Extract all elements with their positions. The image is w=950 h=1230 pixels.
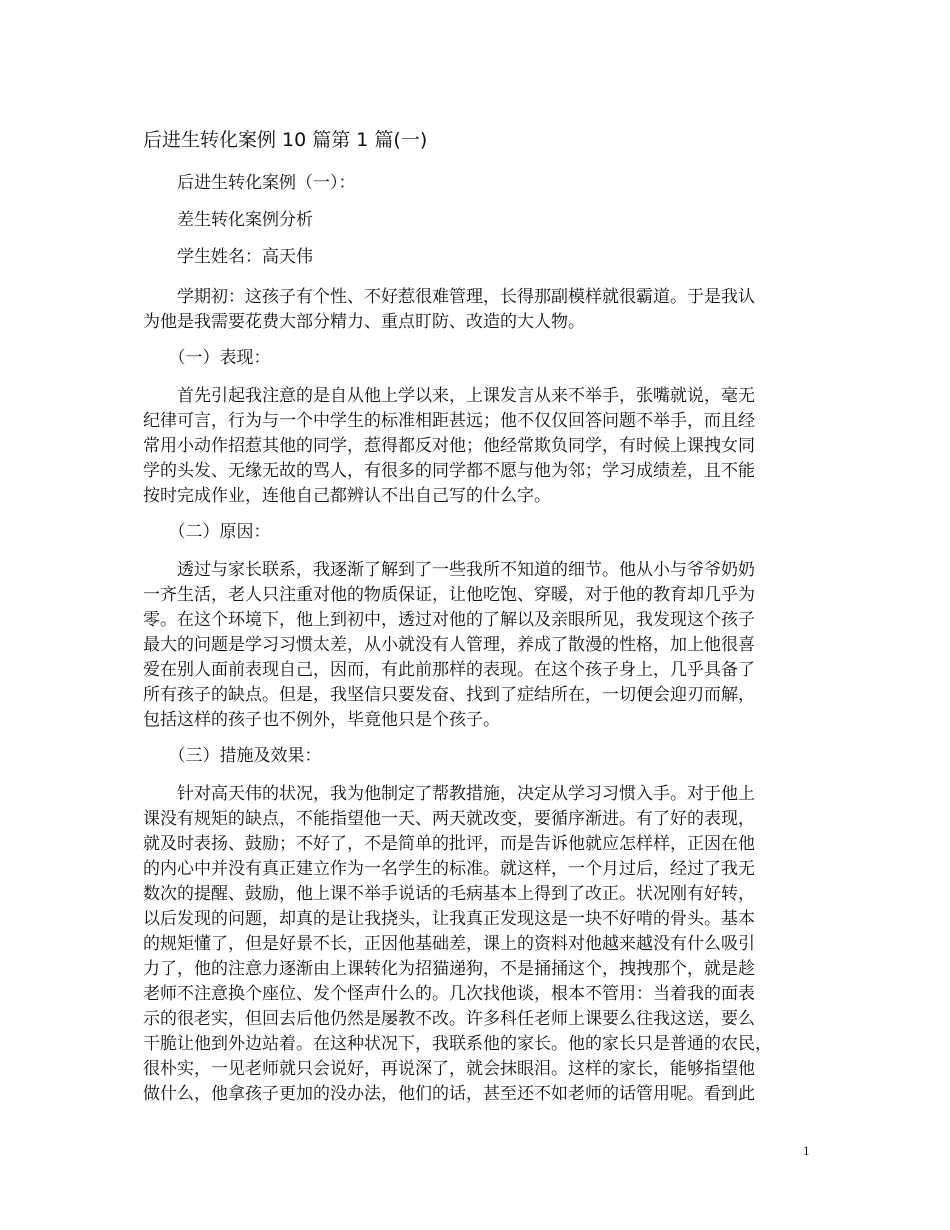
paragraph-line: 为他是我需要花费大部分精力、重点盯防、改造的大人物。 [143, 312, 585, 332]
paragraph-line: 包括这样的孩子也不例外，毕竟他只是个孩子。 [143, 710, 500, 730]
paragraph-line: 做什么，他拿孩子更加的没办法，他们的话，甚至还不如老师的话管用呢。看到此 [143, 1084, 755, 1104]
paragraph-line: 透过与家长联系，我逐渐了解到了一些我所不知道的细节。他从小与爷爷奶奶 [143, 560, 755, 580]
paragraph-line: 的规矩懂了，但是好景不长，正因他基础差，课上的资料对他越来越没有什么吸引 [143, 934, 755, 954]
paragraph-line: 就及时表扬、鼓励；不好了，不是简单的批评，而是告诉他就应怎样样，正因在他 [143, 834, 755, 854]
paragraph-line: 最大的问题是学习习惯太差，从小就没有人管理，养成了散漫的性格，加上他很喜 [143, 635, 755, 655]
section-heading: （一）表现： [143, 348, 271, 368]
paragraph-line: 示的很老实，但回去后他仍然是屡教不改。许多科任老师上课要么往我这送，要么 [143, 1009, 755, 1029]
paragraph-line: 学生姓名：高天伟 [143, 247, 313, 267]
paragraph-line: 按时完成作业，连他自己都辨认不出自己写的什么字。 [143, 486, 551, 506]
paragraph-line: 老师不注意换个座位、发个怪声什么的。几次找他谈，根本不管用：当着我的面表 [143, 984, 755, 1004]
paragraph-line: 的内心中并没有真正建立作为一名学生的标准。就这样，一个月过后，经过了我无 [143, 859, 755, 879]
paragraph-line: 很朴实，一见老师就只会说好，再说深了，就会抹眼泪。这样的家长，能够指望他 [143, 1059, 755, 1079]
paragraph-line: 零。在这个环境下，他上到初中，透过对他的了解以及亲眼所见，我发现这个孩子 [143, 610, 755, 630]
paragraph-line: 数次的提醒、鼓励，他上课不举手说话的毛病基本上得到了改正。状况刚有好转， [143, 884, 755, 904]
paragraph-line: 力了，他的注意力逐渐由上课转化为招猫递狗，不是捅捅这个，拽拽那个，就是趁 [143, 959, 755, 979]
paragraph-line: 后进生转化案例（一）： [143, 173, 356, 193]
paragraph-line: 一齐生活，老人只注重对他的物质保证，让他吃饱、穿暖，对于他的教育却几乎为 [143, 585, 755, 605]
paragraph-line: 以后发现的问题，却真的是让我挠头，让我真正发现这是一块不好啃的骨头。基本 [143, 909, 755, 929]
page-number: 1 [803, 1143, 810, 1158]
paragraph-line: 差生转化案例分析 [143, 210, 313, 230]
document-title: 后进生转化案例 10 篇第 1 篇(一) [143, 129, 428, 151]
paragraph-line: 纪律可言，行为与一个中学生的标准相距甚远；他不仅仅回答问题不举手，而且经 [143, 411, 755, 431]
paragraph-line: 爱在别人面前表现自己，因而，有此前那样的表现。在这个孩子身上，几乎具备了 [143, 660, 755, 680]
paragraph-line: 常用小动作招惹其他的同学，惹得都反对他；他经常欺负同学，有时候上课拽女同 [143, 436, 755, 456]
paragraph-line: 针对高天伟的状况，我为他制定了帮教措施，决定从学习习惯入手。对于他上 [143, 784, 755, 804]
paragraph-line: 课没有规矩的缺点，不能指望他一天、两天就改变，要循序渐进。有了好的表现， [143, 809, 755, 829]
paragraph-line: 学期初：这孩子有个性、不好惹很难管理，长得那副模样就很霸道。于是我认 [143, 287, 755, 307]
paragraph-line: 干脆让他到外边站着。在这种状况下，我联系他的家长。他的家长只是普通的农民， [143, 1034, 772, 1054]
paragraph-line: 学的头发、无缘无故的骂人，有很多的同学都不愿与他为邻；学习成绩差，且不能 [143, 461, 755, 481]
section-heading: （三）措施及效果： [143, 746, 322, 766]
section-heading: （二）原因： [143, 522, 271, 542]
paragraph-line: 首先引起我注意的是自从他上学以来，上课发言从来不举手，张嘴就说，毫无 [143, 386, 755, 406]
paragraph-line: 所有孩子的缺点。但是，我坚信只要发奋、找到了症结所在，一切便会迎刃而解， [143, 685, 755, 705]
